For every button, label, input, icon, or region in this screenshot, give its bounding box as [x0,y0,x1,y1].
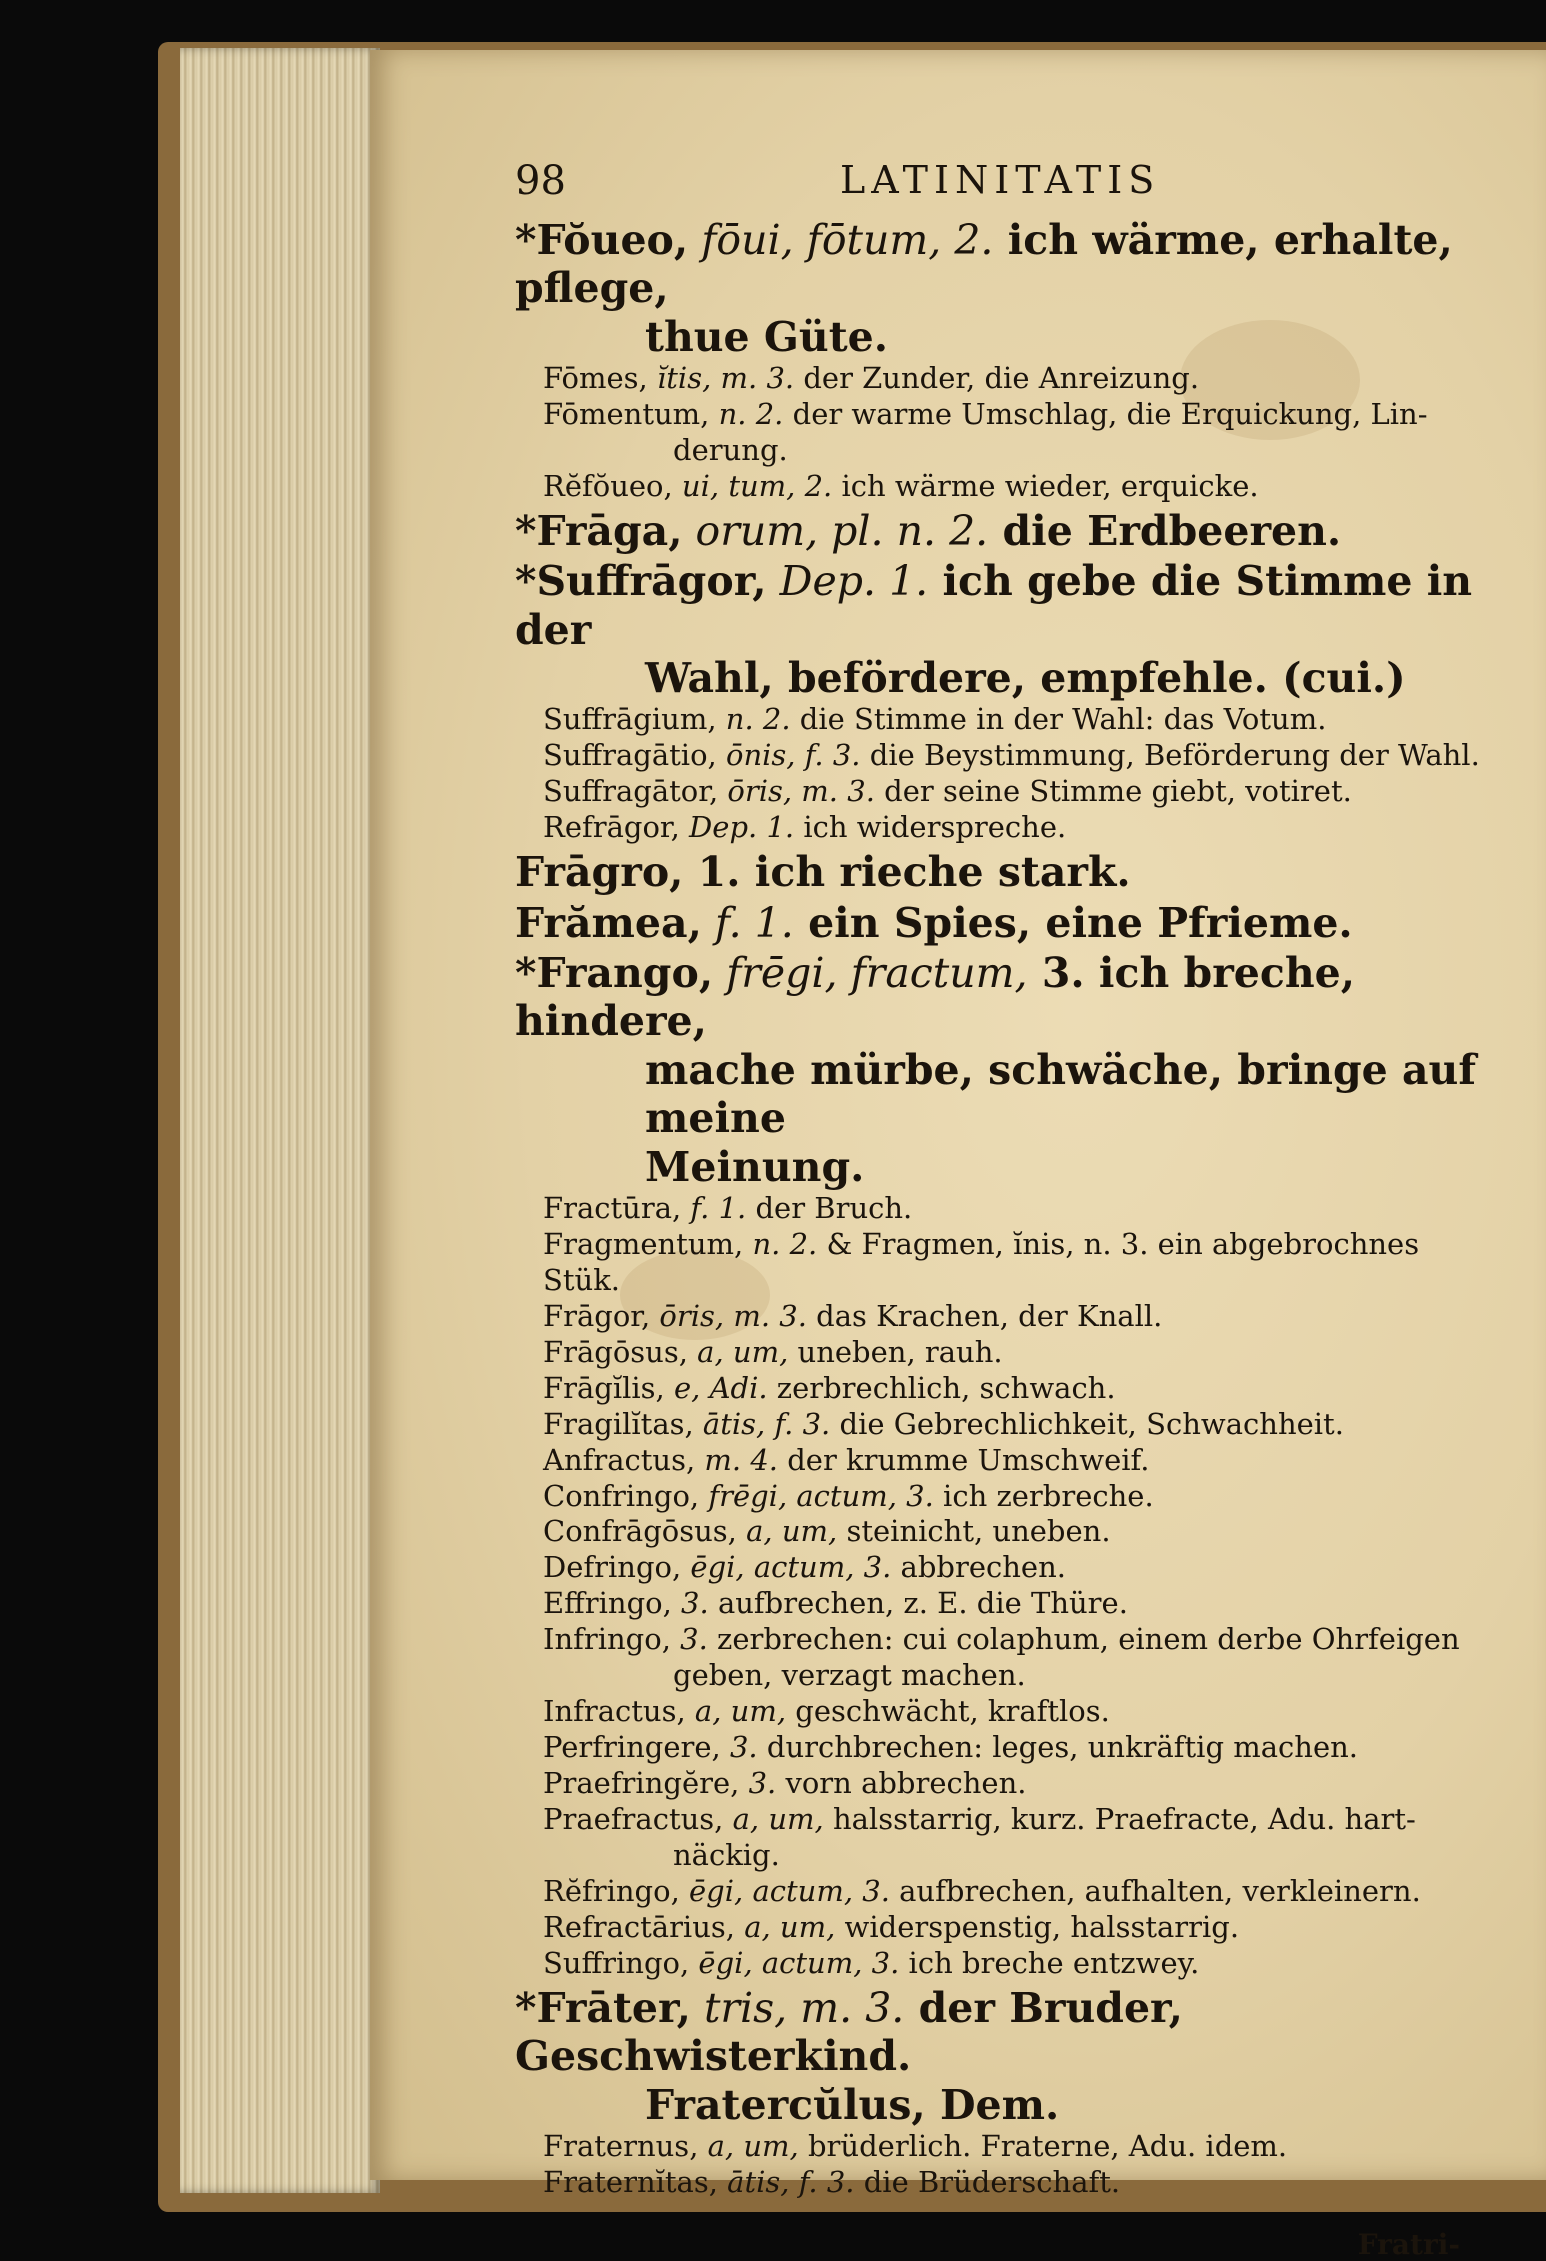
entry-definition: ich wärme wieder, erquicke. [832,468,1259,503]
sub-entry [543,1586,1500,1622]
sub-entry [543,810,1500,846]
entry-definition: 3. ich breche, hindere, [515,949,1356,1046]
sub-entry [543,1910,1500,1946]
entry-definition: der seine Stimme giebt, votiret. [874,774,1352,809]
entry-grammar: 3. [670,1622,708,1657]
entry-grammar: ātis, f. 3. [717,2164,855,2199]
sub-entry [543,2165,1500,2201]
catchword: Fratri- [1357,2227,1460,2261]
entry-continuation: Wahl, befördere, empfehle. (cui.) [645,654,1406,703]
entry-grammar: f. 1. [681,1190,747,1225]
entry-headword: Suffragātio, [543,738,717,773]
entry-grammar: ōris, m. 3. [718,774,875,809]
entry-headword: *Suffrāgor, [515,557,767,606]
entry-continuation: derung. [673,433,788,468]
entry-definition: der krumme Umschweif. [778,1442,1150,1477]
entry-definition: brüderlich. Fraterne, Adu. idem. [798,2128,1288,2163]
entry-grammar: Dep. 1. [766,557,929,606]
entry-definition: durchbrechen: leges, unkräftig machen. [757,1730,1359,1765]
sub-entry [543,1371,1500,1407]
sub-entry [543,397,1500,469]
entry-definition: die Erdbeeren. [988,506,1342,555]
entry-definition: ich zerbreche. [933,1478,1154,1513]
entry-headword: Suffringo, [543,1945,690,1980]
entry-headword: Infringo, [543,1622,671,1657]
entry-grammar: ēgi, actum, 3. [679,1873,890,1908]
sub-entry [543,1227,1500,1299]
entry-definition: aufbrechen, z. E. die Thüre. [708,1586,1128,1621]
entry-grammar: ēgi, actum, 3. [689,1945,900,1980]
entry-grammar: frēgi, fractum, [713,949,1028,997]
entry-grammar: n. 2. [716,702,791,737]
sub-entry [543,702,1500,738]
entry-headword: Rĕfŏueo, [543,468,673,503]
entry-definition: zerbrechen: cui colaphum, einem derbe Ohrfeigen [707,1622,1460,1657]
entry-grammar: tris, m. 3. [690,1983,905,2032]
entry-definition: ich breche entzwey. [899,1945,1200,1980]
entry-headword: Effringo, [543,1586,672,1621]
sub-entry [543,1622,1500,1694]
entry-grammar: ātis, f. 3. [693,1406,831,1441]
entry-headword: Praefringĕre, [543,1766,740,1801]
entry-definition: ich widerspreche. [794,810,1067,845]
sub-entry [543,1946,1500,1982]
sub-entry [543,1443,1500,1479]
entry-grammar: 3. [671,1586,709,1621]
entry-definition: 1. ich rieche stark. [683,848,1131,897]
entry-grammar: orum, pl. n. 2. [682,506,989,555]
entry-definition: steinicht, uneben. [837,1514,1111,1549]
entry-headword: Refrāgor, [543,810,680,845]
entry-grammar: m. 4. [695,1442,779,1477]
main-entry [515,1984,1500,2129]
entry-headword: Fractūra, [543,1190,682,1225]
entry-definition: zerbrechlich, schwach. [767,1370,1116,1405]
entry-headword: Perfringere, [543,1730,721,1765]
entry-continuation: Meinung. [645,1142,865,1191]
entry-definition: vorn abbrechen. [776,1766,1027,1801]
entry-definition: die Beystimmung, Beförderung der Wahl. [860,738,1480,773]
entry-definition: das Krachen, der Knall. [806,1298,1163,1333]
entry-grammar: 3. [739,1766,777,1801]
entry-grammar: ōris, m. 3. [650,1298,807,1333]
entry-grammar: ōnis, f. 3. [716,738,861,773]
entry-headword: Frāgōsus, [543,1334,688,1369]
entry-grammar: e, Adi. [664,1370,768,1405]
entry-continuation: Fratercŭlus, Dem. [645,2080,1060,2129]
entry-grammar: a, um, [685,1694,787,1729]
entry-grammar: n. 2. [743,1226,818,1261]
entry-grammar: fōui, fōtum, 2. [688,216,994,264]
entry-headword: Fraternus, [543,2128,699,2163]
entry-headword: Frămea, [515,898,702,947]
entry-definition: ich gebe die Stimme in der [515,557,1473,654]
entry-headword: Frāgor, [543,1298,651,1333]
entry-definition: widerspenstig, halsstarrig. [835,1909,1240,1944]
sub-entry [543,1335,1500,1371]
entry-grammar: a, um, [734,1909,836,1944]
sub-entry [543,1694,1500,1730]
running-title: LATINITATIS [840,158,1161,202]
sub-entry [543,1514,1500,1550]
entry-grammar: 3. [720,1730,758,1765]
entry-grammar: a, um, [736,1514,838,1549]
sub-entry [543,1479,1500,1515]
entry-definition: uneben, rauh. [788,1334,1003,1369]
entry-definition: halsstarrig, kurz. Praefracte, Adu. hart- [823,1802,1416,1837]
entry-definition: die Gebrechlichkeit, Schwachheit. [830,1406,1344,1441]
entry-definition: der Bruder, Geschwisterkind. [515,1983,1183,2081]
sub-entry [543,1299,1500,1335]
page-number: 98 [515,158,566,204]
entry-headword: Suffrāgium, [543,702,717,737]
sub-entry [543,1766,1500,1802]
page-header [515,150,1500,202]
entry-grammar: Dep. 1. [679,810,795,845]
page-content [515,150,1500,2261]
entry-grammar: a, um, [723,1802,824,1837]
entry-headword: Refractārius, [543,1909,735,1944]
entry-definition: der Zunder, die Anreizung. [794,361,1200,396]
entry-grammar: n. 2. [709,397,784,432]
entry-grammar: frēgi, actum, 3. [699,1478,934,1513]
entry-grammar: ĭtis, m. 3. [647,361,795,396]
entry-headword: Suffragātor, [543,774,719,809]
entry-headword: *Frango, [515,949,714,997]
dictionary-entries [515,216,1500,2201]
entry-headword: *Fŏueo, [515,216,689,264]
entry-headword: Infractus, [543,1694,686,1729]
sub-entry [543,1874,1500,1910]
entry-definition: & Fragmen, ĭnis, n. 3. ein abgebrochnes Stük. [543,1226,1420,1297]
main-entry [515,949,1500,1191]
entry-headword: Fōmentum, [543,397,710,432]
entry-grammar: ui, tum, 2. [672,468,833,503]
entry-grammar: ēgi, actum, 3. [681,1550,892,1585]
entry-definition: aufbrechen, aufhalten, verkleinern. [889,1873,1421,1908]
sub-entry [543,2129,1500,2165]
entry-headword: Fragilĭtas, [543,1406,694,1441]
entry-headword: Fōmes, [543,361,648,396]
sub-entry [543,1407,1500,1443]
entry-headword: Frāgro, [515,848,684,897]
entry-headword: Frāgĭlis, [543,1370,665,1405]
sub-entry [543,1730,1500,1766]
sub-entry [543,738,1500,774]
entry-grammar: a, um, [687,1334,789,1369]
entry-definition: geschwächt, kraftlos. [786,1694,1110,1729]
entry-definition: ein Spies, eine Pfrieme. [793,898,1353,947]
entry-definition: ich wärme, erhalte, pflege, [515,216,1453,313]
entry-grammar: a, um, [698,2128,799,2163]
sub-entry [543,774,1500,810]
entry-headword: Praefractus, [543,1802,724,1837]
entry-continuation: geben, verzagt machen. [673,1658,1026,1693]
entry-headword: Fraternĭtas, [543,2164,718,2199]
main-entry [515,507,1500,555]
entry-headword: Anfractus, [543,1442,696,1477]
entry-continuation: thue Güte. [645,312,889,361]
main-entry [515,848,1500,896]
entry-headword: Confringo, [543,1478,700,1513]
entry-grammar: f. 1. [701,898,794,947]
sub-entry [543,361,1500,397]
sub-entry [543,469,1500,505]
entry-definition: die Brüderschaft. [854,2164,1121,2199]
entry-headword: *Frāter, [515,1983,691,2032]
entry-headword: *Frāga, [515,506,683,555]
entry-headword: Rĕfringo, [543,1873,680,1908]
entry-definition: der Bruch. [746,1190,913,1225]
sub-entry [543,1802,1500,1874]
page-edges [180,48,380,2193]
entry-headword: Defringo, [543,1550,682,1585]
main-entry [515,216,1500,361]
sub-entry [543,1191,1500,1227]
entry-definition: die Stimme in der Wahl: das Votum. [790,702,1327,737]
entry-continuation: näckig. [673,1838,780,1873]
entry-definition: der warme Umschlag, die Erquickung, Lin- [783,397,1428,432]
main-entry [515,899,1500,947]
entry-headword: Fragmentum, [543,1226,744,1261]
entry-definition: abbrechen. [891,1550,1066,1585]
entry-headword: Confrāgōsus, [543,1514,737,1549]
sub-entry [543,1550,1500,1586]
entry-continuation: mache mürbe, schwäche, bringe auf meine [645,1045,1476,1143]
main-entry [515,557,1500,702]
